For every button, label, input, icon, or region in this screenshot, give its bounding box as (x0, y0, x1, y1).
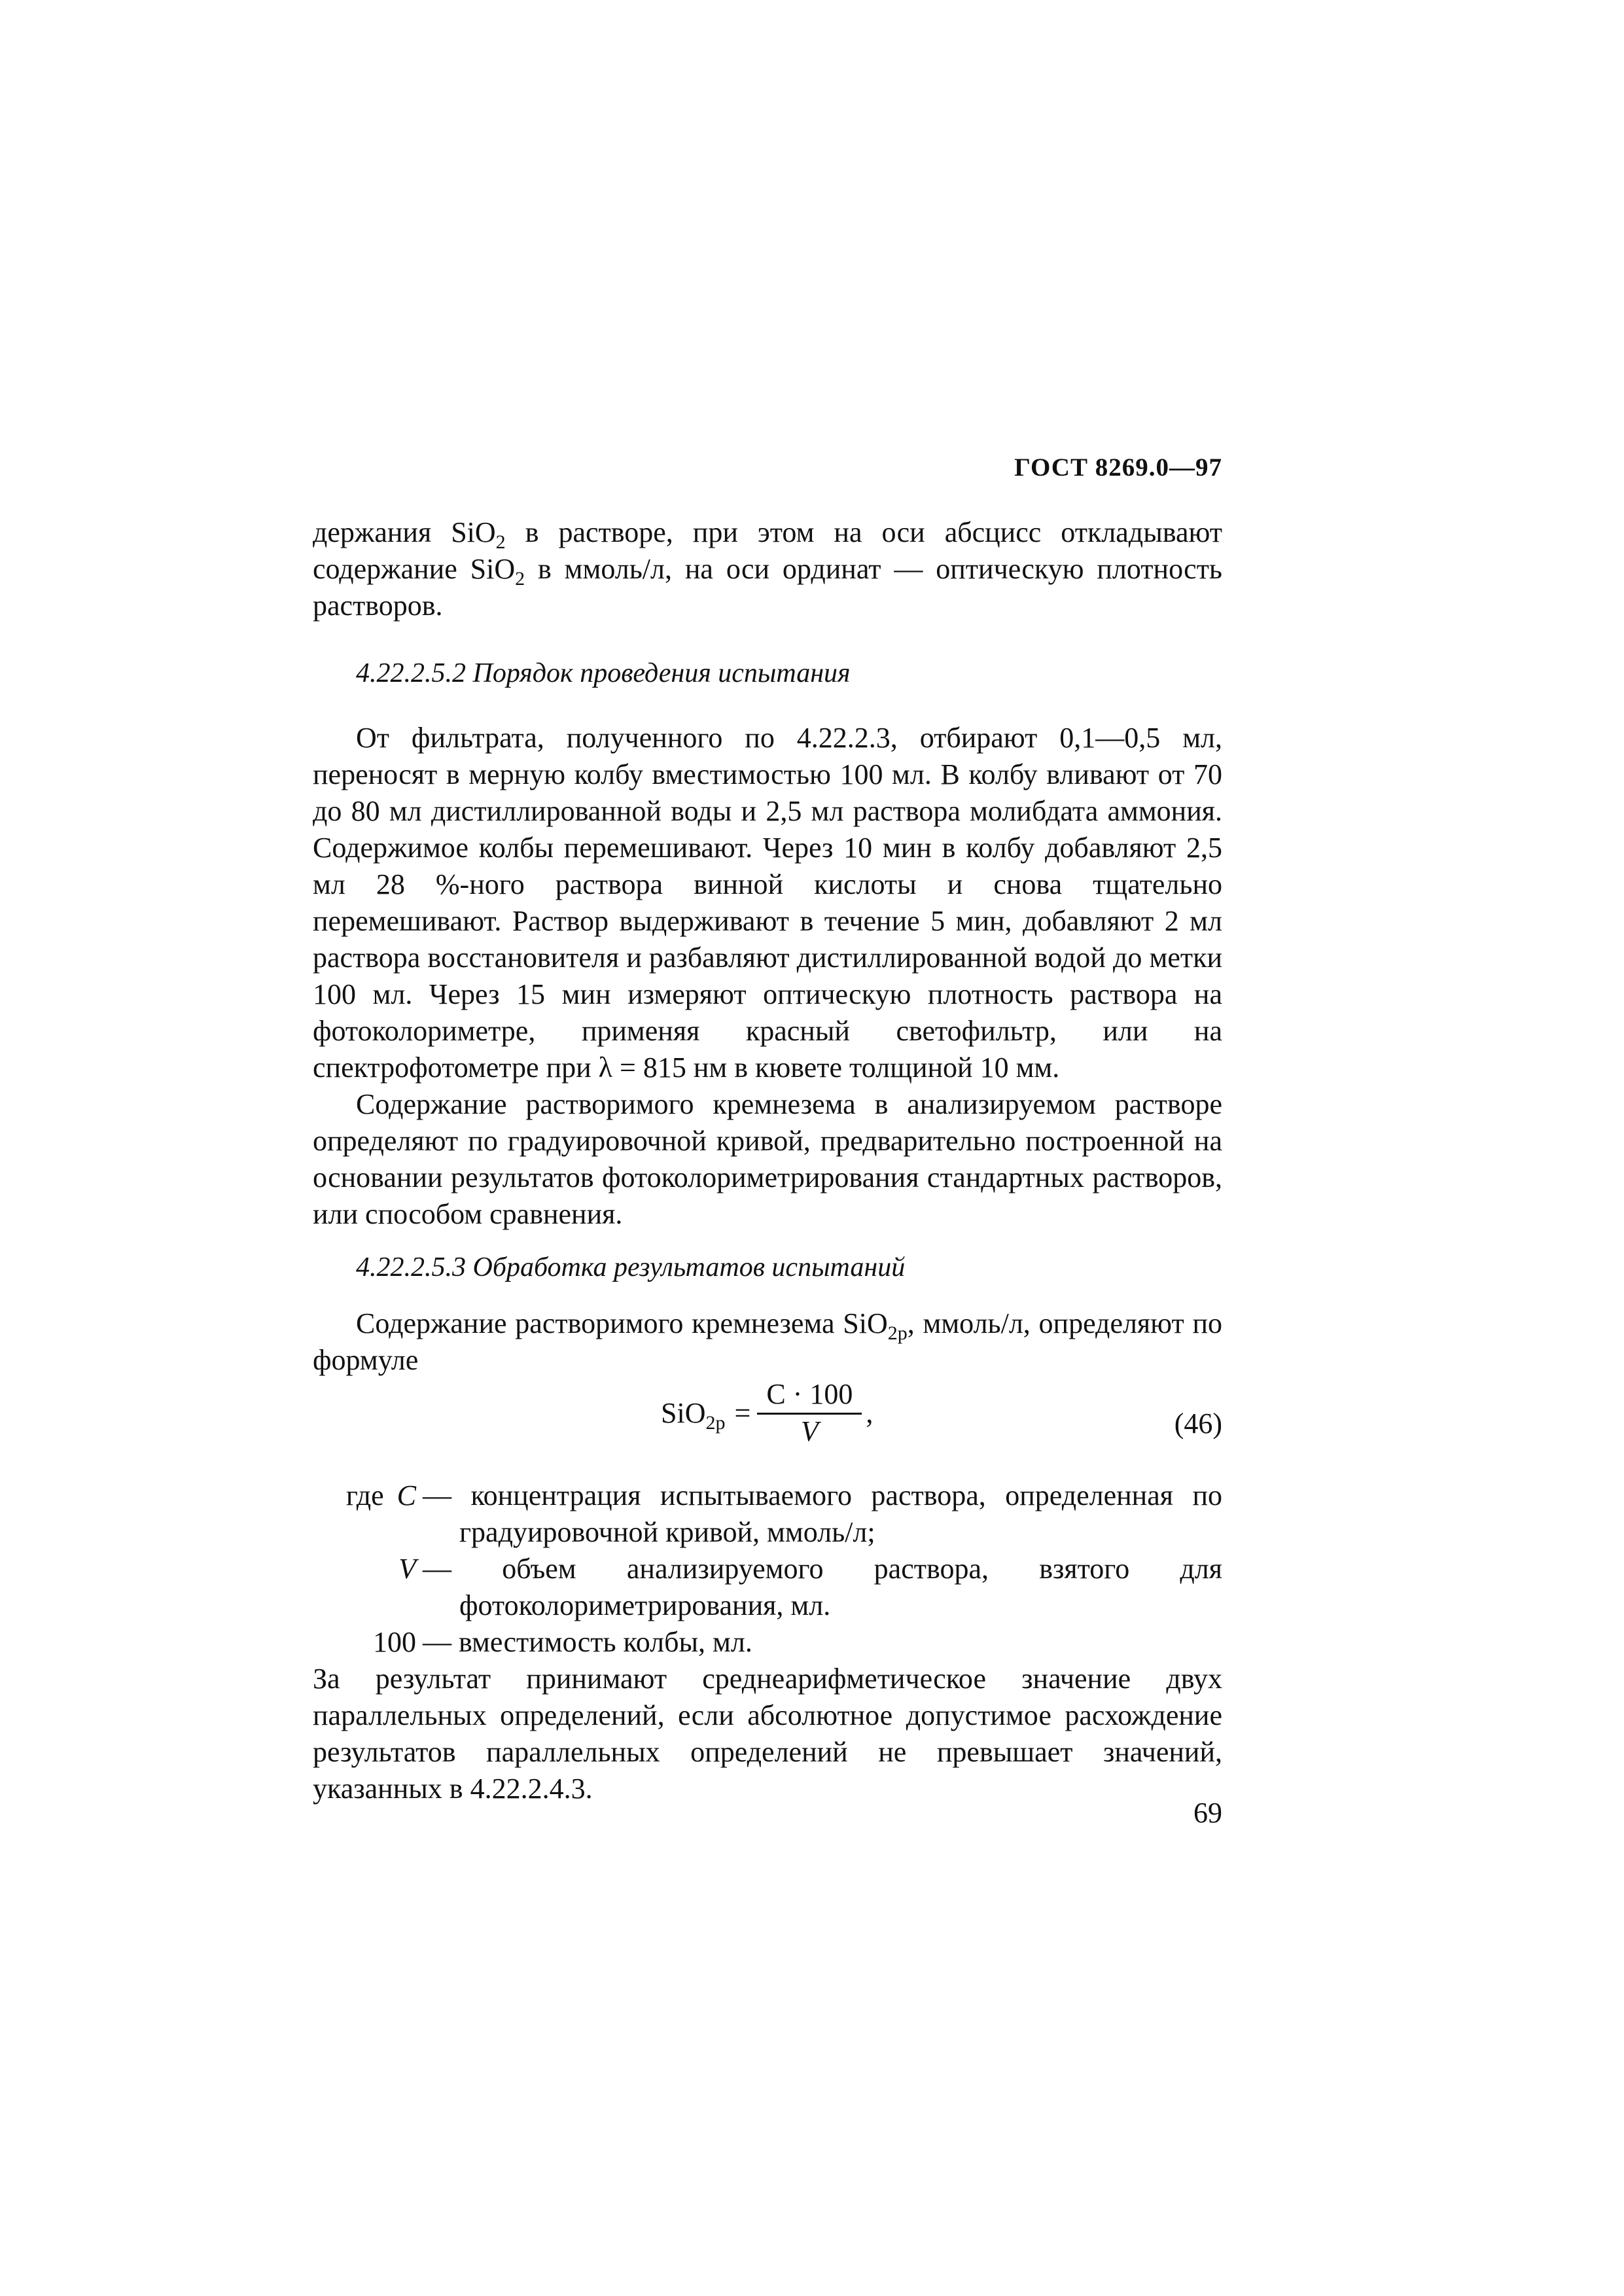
definition-row: 100 — вместимость колбы, мл. (373, 1626, 752, 1658)
definition-row: V — объем анализируемого раствора, взятого для фотоколориметрирования, мл. (398, 1553, 1222, 1621)
formula-denominator: V (800, 1415, 819, 1447)
determination-paragraph: Содержание растворимого кремнезема в анализируемом растворе определяют по градуировочной кривой, предварительно построенной на основании результатов фотоколориметрирования стандартных растворов, или способом сравнения. (313, 1088, 1222, 1230)
formula-equals: = (734, 1397, 751, 1429)
page-number: 69 (1193, 1797, 1222, 1829)
formula-lhs: SiO$_{2p}$ (661, 1397, 726, 1434)
procedure-paragraph: От фильтрата, полученного по 4.22.2.3, отбирают 0,1—0,5 мл, переносят в мерную колбу вместимостью 100 мл. В колбу вливают от 70 до 80 мл дистиллированной воды и 2,5 мл раствора молибдата аммония. Содержимое колбы перемешивают. Через 10 мин в колбу добавляют 2,5 мл 28 %-ного раствора винной кислоты и снова тщательно перемешивают. Раствор выдерживают в течение 5 мин, добавляют 2 мл раствора восстановителя и разбавляют дистиллированной водой до метки 100 мл. Через 15 мин измеряют оптическую плотность раствора на фотоколориметре, применяя красный светофильтр, или на спектрофотометре при λ = 815 нм в кювете толщиной 10 мм. (313, 722, 1222, 1084)
intro-text: держания SiO$_2$ в растворе, при этом на оси абсцисс откладывают содержание SiO$_2$ в ммоль/л, на оси ординат — оптическую плотность растворов. (313, 516, 1223, 622)
formula-numerator: C · 100 (757, 1377, 862, 1415)
intro-paragraph (313, 514, 1222, 624)
formula-46 (661, 1377, 873, 1449)
processing-text (313, 1305, 1222, 1379)
definition-row: где C — концентрация испытываемого раствора, определенная по градуировочной кривой, ммоль/л; (345, 1479, 1222, 1548)
procedure-text (313, 720, 1222, 1233)
definitions-list (313, 1477, 1222, 1807)
result-paragraph: За результат принимают среднеарифметическое значение двух параллельных определений, если абсолютное допустимое расхождение результатов параллельных определений не превышает значений, указанных в 4.22.2.4.3. (313, 1663, 1222, 1805)
formula-comma: , (866, 1397, 874, 1429)
document-code: ГОСТ 8269.0—97 (1014, 453, 1222, 482)
formula-fraction (757, 1377, 862, 1449)
section-heading-procedure: 4.22.2.5.2 Порядок проведения испытания (356, 658, 851, 688)
section-heading-processing: 4.22.2.5.3 Обработка результатов испытаний (356, 1252, 906, 1282)
equation-number: (46) (1174, 1407, 1222, 1439)
processing-paragraph: Содержание растворимого кремнезема SiO$_{2p}$, ммоль/л, определяют по формуле (313, 1307, 1222, 1376)
